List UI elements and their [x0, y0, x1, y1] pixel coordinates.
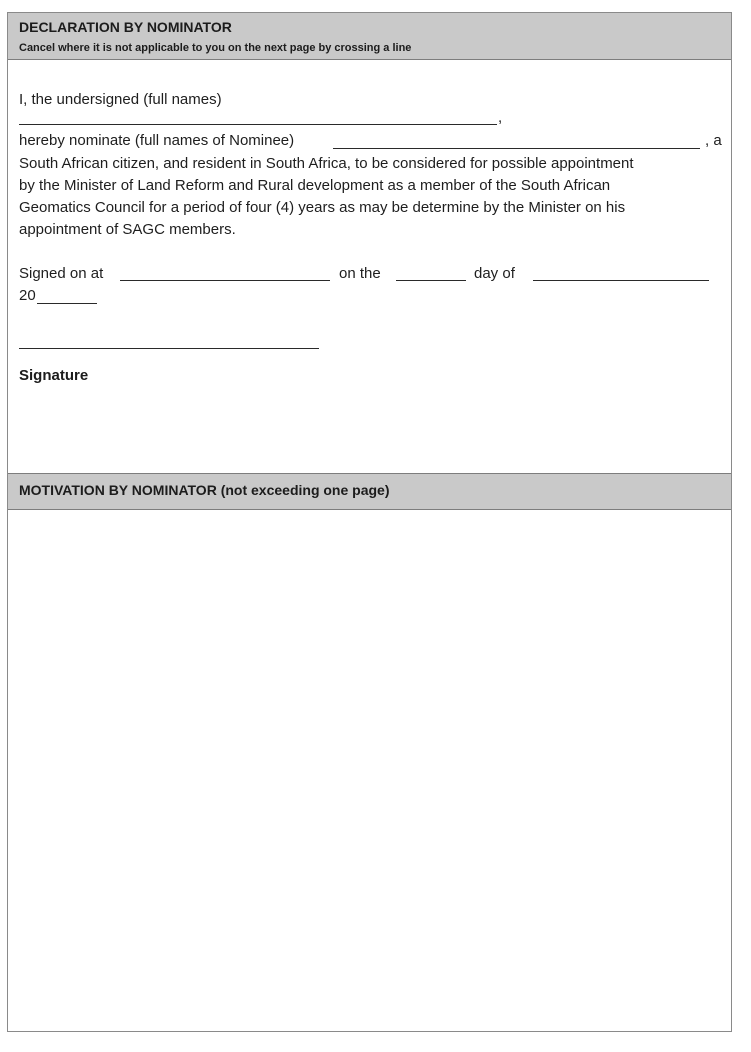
declaration-paragraph [19, 153, 725, 241]
paragraph-line: South African citizen, and resident in South Africa, to be considered for possible appointment [19, 155, 634, 172]
paragraph-line: appointment of SAGC members. [19, 221, 236, 238]
signed-at-line[interactable] [120, 280, 330, 281]
nominate-label: hereby nominate (full names of Nominee) [19, 132, 295, 149]
undersigned-comma: , [498, 109, 503, 126]
declaration-header [8, 13, 731, 60]
year-prefix: 20 [19, 287, 36, 304]
undersigned-label: I, the undersigned (full names) [19, 91, 222, 108]
nominee-name-line[interactable] [333, 148, 700, 149]
on-the-label: on the [339, 265, 381, 282]
signature-label: Signature [19, 367, 89, 384]
paragraph-line: Geomatics Council for a period of four (4) years as may be determine by the Minister on his [19, 199, 626, 216]
paragraph-line: by the Minister of Land Reform and Rural development as a member of the South African [19, 177, 611, 194]
month-line[interactable] [533, 280, 709, 281]
motivation-title: MOTIVATION BY NOMINATOR (not exceeding one page) [19, 482, 390, 498]
signature-line[interactable] [19, 348, 319, 349]
nominee-suffix: , a [705, 132, 722, 149]
day-of-label: day of [474, 265, 515, 282]
motivation-header [8, 473, 731, 510]
motivation-text-area[interactable] [8, 510, 731, 1031]
undersigned-name-line[interactable] [19, 124, 497, 125]
year-line[interactable] [37, 303, 97, 304]
signed-at-label: Signed on at [19, 265, 104, 282]
day-line[interactable] [396, 280, 466, 281]
nomination-form [7, 12, 732, 1032]
declaration-instruction: Cancel where it is not applicable to you on the next page by crossing a line [19, 42, 412, 54]
declaration-title: DECLARATION BY NOMINATOR [19, 19, 232, 35]
